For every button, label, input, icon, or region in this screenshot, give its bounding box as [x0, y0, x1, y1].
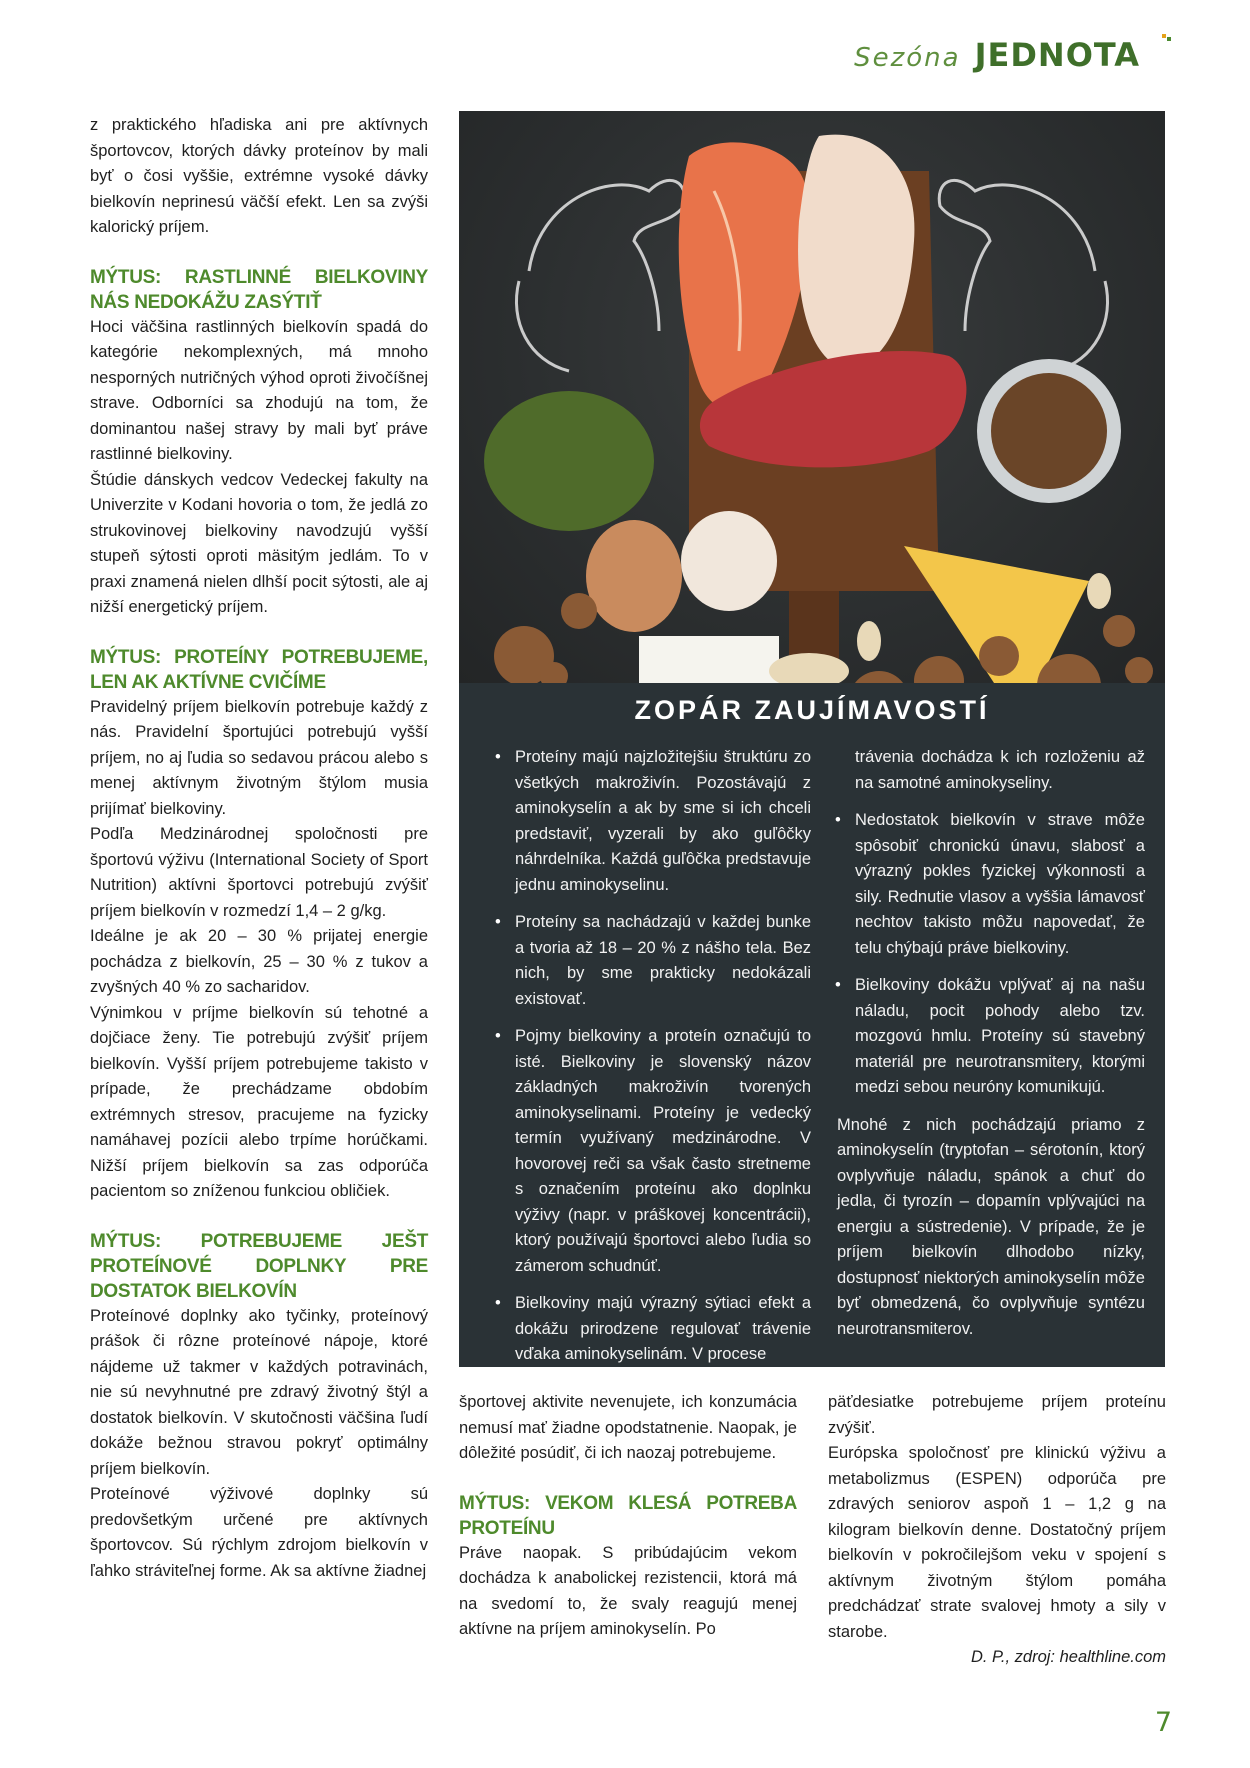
intro-paragraph: z praktického hľadiska ani pre aktívnych športovcov, ktorých dávky proteínov by mali byť o čosi vyššie, extrémne vysoké dávky bielkovín neprinesú väčší efekt. Len sa zvýši kalorický príjem. — [90, 116, 428, 236]
brand-sezona: Sezóna — [854, 43, 961, 73]
brand-logo-icon — [1162, 34, 1172, 42]
myth-heading-plant: MÝTUS: RASTLINNÉ BIELKOVINY NÁS NEDOKÁŽU ZASÝTIŤ — [90, 266, 428, 313]
fact-item: • Nedostatok bielkovín v strave môže spôsobiť chronickú únavu, slabosť a výrazný pokles fyzickej výkonnosti a sily. Rednutie vlasov a vyššia lámavosť nechtov takisto môžu napovedať, že telu chýbajú práve bielkoviny. — [829, 808, 1145, 961]
fact-item: • Bielkoviny dokážu vplývať aj na našu náladu, pocit pohody alebo tzv. mozgovú hmlu. Proteíny sú stavebný materiál pre neurotransmitery, ktorými medzi sebou neuróny komunikujú. — [829, 973, 1145, 1101]
paragraph: Práve naopak. S pribúdajúcim vekom dochádza k anabolickej rezistencii, ktorá má na svedomí to, že svaly reagujú menej aktívne na príjem aminokyselín. Po — [459, 1543, 797, 1638]
myth-heading-age: MÝTUS: VEKOM KLESÁ POTREBA PROTEÍNU — [459, 1492, 797, 1539]
paragraph: Proteínové výživové doplnky sú predovšetkým určené pre aktívnych športovcov. Sú rýchlym zdrojom bielkovín v ľahko stráviteľnej forme. Ak sa aktívne žiadnej — [90, 1485, 428, 1580]
facts-column-left — [489, 745, 811, 1380]
paragraph: Pravidelný príjem bielkovín potrebuje každý z nás. Pravidelní športujúci potrebujú vyšší príjem, no aj ľudia so sedavou prácou alebo s menej aktívnym životným štýlom musia prijímať bielkoviny. — [90, 697, 428, 818]
paragraph: Ideálne je ak 20 – 30 % prijatej energie pochádza z bielkovín, 25 – 30 % z tukov a zvyšných 40 % zo sacharidov. — [90, 927, 428, 996]
facts-list — [489, 745, 811, 1368]
fact-item: • Proteíny majú najzložitejšiu štruktúru zo všetkých makroživín. Pozostávajú z aminokyselín a ak by sme si ich chceli predstaviť, vyzerali by ako guľôčky náhrdelníka. Každá guľôčka predstavuje jednu aminokyselinu. — [489, 745, 811, 898]
fact-paragraph: Mnohé z nich pochádzajú priamo z aminokyselín (tryptofan – sérotonín, ktorý ovplyvňuje náladu, spánok a chuť do jedla, či tyrozín – dopamín vplývajúci na energiu a sústredenie). V prípade, že je príjem bielkovín dlhodobo nízky, dostupnosť niektorých aminokyselín môže byť obmedzená, čo ovplyvňuje syntézu neurotransmiterov. — [837, 1115, 1145, 1338]
protein-foods-illustration — [459, 111, 1165, 683]
paragraph: Štúdie dánskych vedcov Vedeckej fakulty na Univerzite v Kodani hovoria o tom, že jedlá zo strukovinovej bielkoviny navodzujú vyšší stupeň sýtosti oproti mäsitým jedlám. To v praxi znamená nielen dlhší pocit sýtosti, ale aj nižší energetický príjem. — [90, 470, 428, 616]
paragraph: Podľa Medzinárodnej spoločnosti pre športovú výživu (International Society of Sport Nutrition) aktívni športovci potrebujú zvýšiť príjem bielkovín v rozmedzí 1,4 – 2 g/kg. — [90, 825, 428, 920]
middle-column — [459, 1390, 797, 1643]
paragraph: Hoci väčšina rastlinných bielkovín spadá do kategórie nekomplexných, má mnoho nesporných nutričných výhod oproti živočíšnej strave. Odborníci sa zhodujú na tom, že dominantou našej stravy by mali byť práve rastlinné bielkoviny. — [90, 317, 428, 463]
facts-title: ZOPÁR ZAUJÍMAVOSTÍ — [634, 695, 990, 725]
facts-box — [459, 683, 1165, 1367]
paragraph: päťdesiatke potrebujeme príjem proteínu zvýšiť. — [828, 1393, 1166, 1437]
page-number: 7 — [1154, 1707, 1172, 1738]
fact-item: • Pojmy bielkoviny a proteín označujú to isté. Bielkoviny je slovenský názov základných makroživín tvorených aminokyselinami. Proteíny je vedecký termín využívaný medzinárodne. V hovorovej reči sa však často stretneme s označením proteínu ako doplnku výživy (napr. v práškovej koncentrácii), ktorý používajú športovci alebo ľudia so zámerom schudnúť. — [489, 1024, 811, 1279]
facts-list — [829, 808, 1145, 1101]
fact-item: • Proteíny sa nachádzajú v každej bunke a tvoria až 18 – 20 % z nášho tela. Bez nich, by sme prakticky nedokázali existovať. — [489, 910, 811, 1012]
brand-header — [854, 36, 1172, 74]
myth-heading-supplements: MÝTUS: POTREBUJEME JEŠT PROTEÍNOVÉ DOPLNKY PRE DOSTATOK BIELKOVÍN — [90, 1230, 428, 1302]
facts-column-right — [829, 745, 1145, 1342]
source-credit: D. P., zdroj: healthline.com — [970, 1648, 1166, 1666]
protein-foods-photo — [459, 111, 1165, 683]
paragraph: Proteínové doplnky ako tyčinky, proteínový prášok či rôzne proteínové nápoje, ktoré nájdeme už takmer v každých potravinách, nie sú nevyhnutné pre zdravý životný štýl a dostatok bielkovín. V skutočnosti väčšina ľudí dokáže bežnou stravou pokryť optimálny príjem bielkovín. — [90, 1306, 428, 1478]
fact-continuation: trávenia dochádza k ich rozloženiu až na samotné aminokyseliny. — [855, 748, 1145, 792]
fact-item: • Bielkoviny majú výrazný sýtiaci efekt a dokážu prirodzene regulovať trávenie vďaka aminokyselinám. V procese — [489, 1291, 811, 1368]
brand-jednota: JEDNOTA — [974, 36, 1140, 74]
paragraph: Výnimkou v príjme bielkovín sú tehotné a dojčiace ženy. Tie potrebujú zvýšiť príjem bielkovín. Vyšší príjem potrebujeme takisto v prípade, že prechádzame obdobím extrémnych stresov, pracujeme na fyzicky namáhavej pozícii alebo trpíme horúčkami. Nižší príjem bielkovín sa zas odporúča pacientom so zníženou funkciou obličiek. — [90, 1003, 428, 1200]
right-column — [828, 1390, 1166, 1671]
myth-heading-exercise: MÝTUS: PROTEÍNY POTREBUJEME, LEN AK AKTÍVNE CVIČÍME — [90, 646, 428, 693]
paragraph: športovej aktivite nevenujete, ich konzumácia nemusí mať žiadne opodstatnenie. Naopak, je dôležité posúdiť, či ich naozaj potrebujeme. — [459, 1393, 797, 1462]
left-column — [90, 113, 428, 1584]
paragraph: Európska spoločnosť pre klinickú výživu a metabolizmus (ESPEN) odporúča pre zdravých seniorov aspoň 1 – 1,2 g na kilogram bielkovín denne. Dostatočný príjem bielkovín v pokročilejšom veku v spojení s aktívnym životným štýlom pomáha predchádzať strate svalovej hmoty a sily v starobe. — [828, 1444, 1166, 1641]
